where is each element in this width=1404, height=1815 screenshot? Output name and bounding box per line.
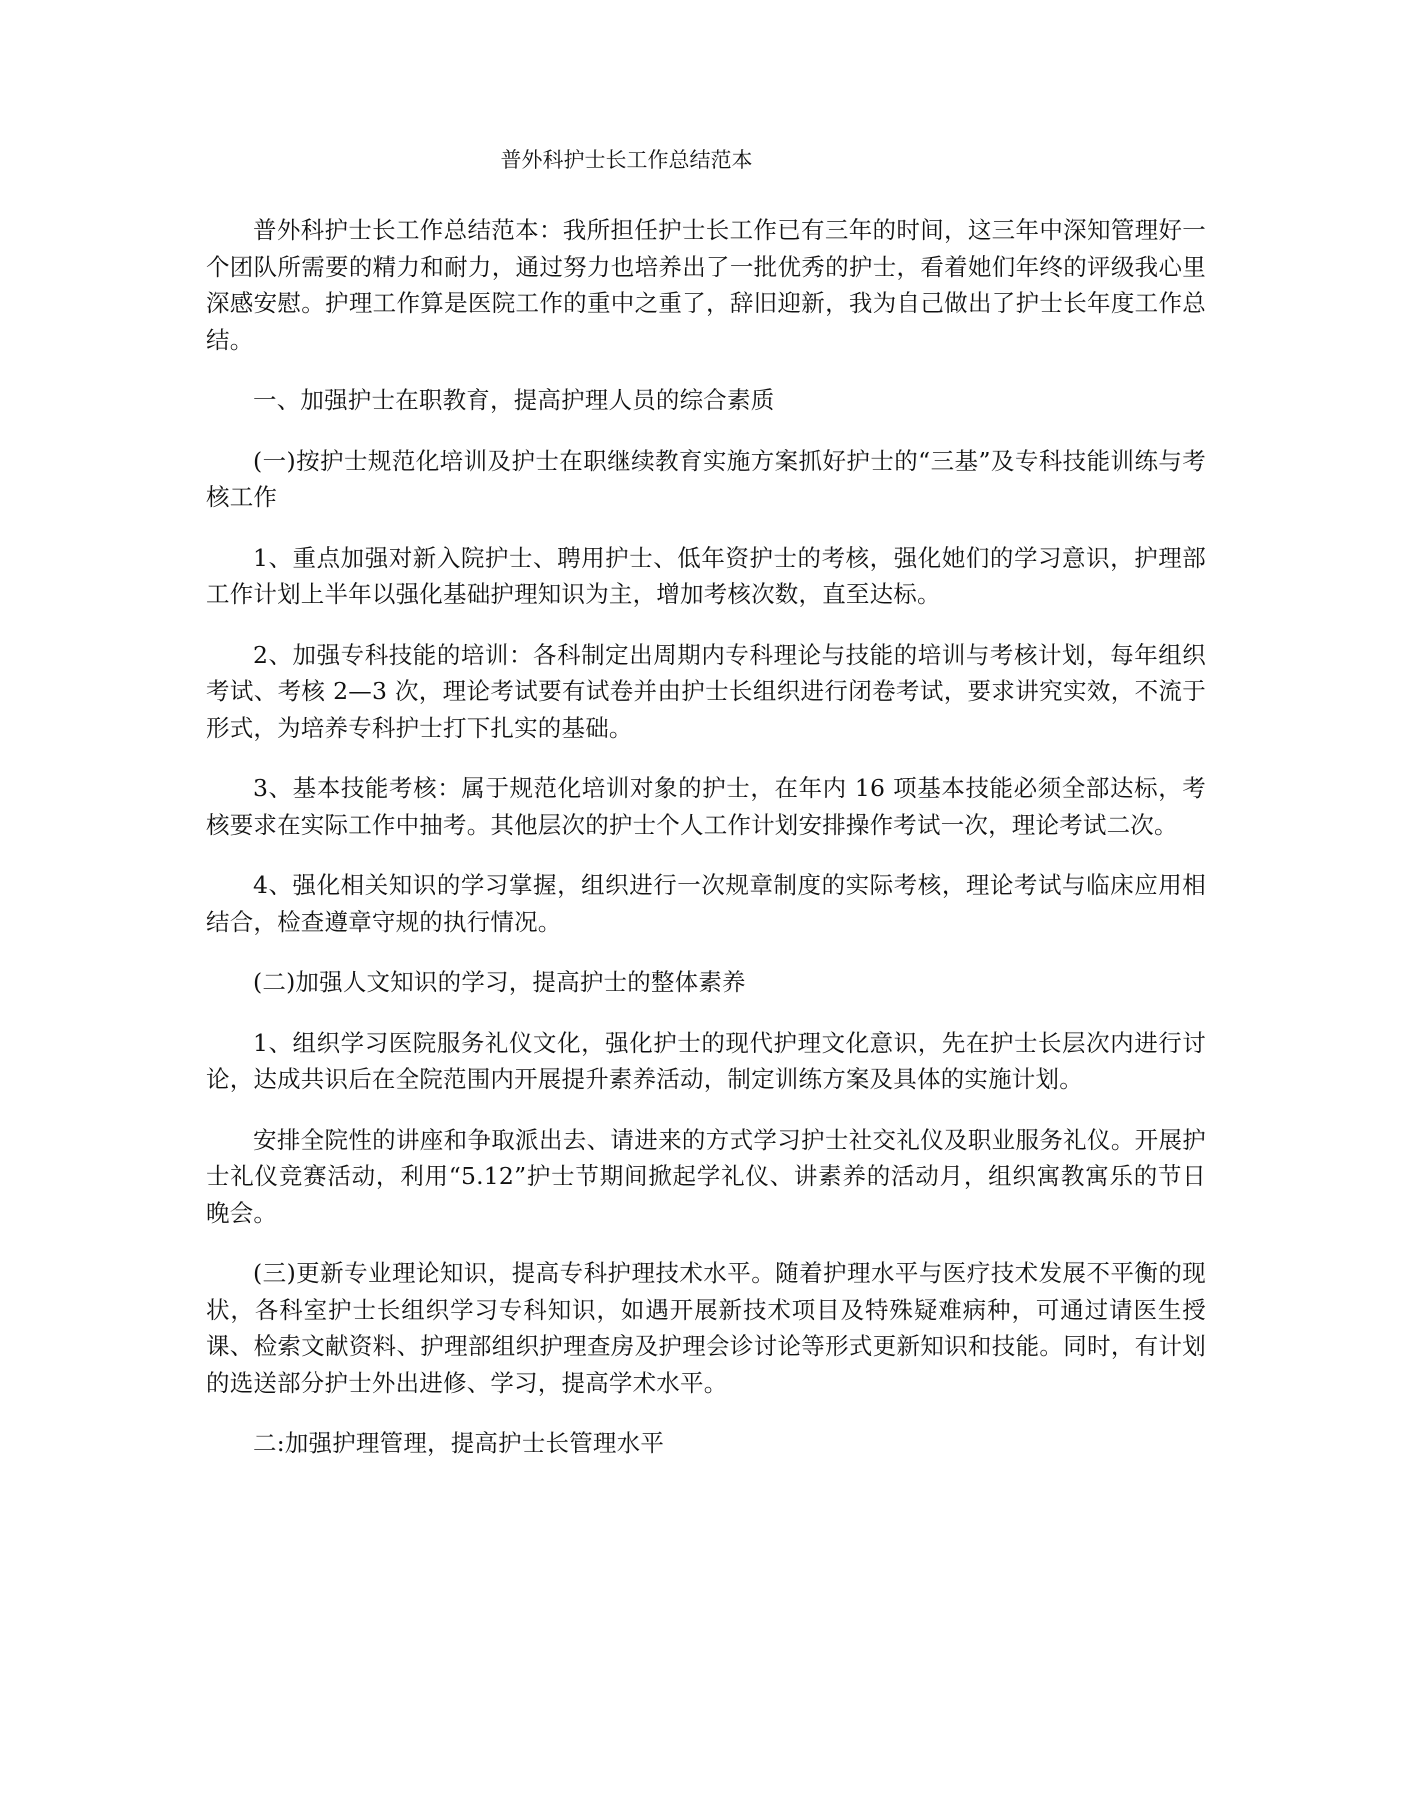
paragraph-intro: 普外科护士长工作总结范本：我所担任护士长工作已有三年的时间，这三年中深知管理好一个团队所需要的精力和耐力，通过努力也培养出了一批优秀的护士，看着她们年终的评级我心里深感安慰。护理工作算是医院工作的重中之重了，辞旧迎新，我为自己做出了护士长年度工作总结。 [206,216,1206,354]
document-body [206,212,1206,1486]
subsection-heading-1: (一)按护士规范化培训及护士在职继续教育实施方案抓好护士的“三基”及专科技能训练与考核工作 [206,446,1206,511]
subsection-heading-2: (二)加强人文知识的学习，提高护士的整体素养 [253,968,746,996]
list-item-1: 1、重点加强对新入院护士、聘用护士、低年资护士的考核，强化她们的学习意识，护理部工作计划上半年以强化基础护理知识为主，增加考核次数，直至达标。 [206,543,1206,608]
section-heading-1: 一、加强护士在职教育，提高护理人员的综合素质 [253,386,775,414]
list-item-2: 2、加强专科技能的培训：各科制定出周期内专科理论与技能的培训与考核计划，每年组织考试、考核 2—3 次，理论考试要有试卷并由护士长组织进行闭卷考试，要求讲究实效，不流于形式，为培养专科护士打下扎实的基础。 [206,640,1206,742]
list-item-5: 1、组织学习医院服务礼仪文化，强化护士的现代护理文化意识，先在护士长层次内进行讨论，达成共识后在全院范围内开展提升素养活动，制定训练方案及具体的实施计划。 [206,1028,1206,1093]
paragraph-etiquette: 安排全院性的讲座和争取派出去、请进来的方式学习护士社交礼仪及职业服务礼仪。开展护士礼仪竞赛活动，利用“5.12”护士节期间掀起学礼仪、讲素养的活动月，组织寓教寓乐的节日晚会。 [206,1125,1206,1227]
subsection-heading-3: (三)更新专业理论知识，提高专科护理技术水平。随着护理水平与医疗技术发展不平衡的现状，各科室护士长组织学习专科知识，如遇开展新技术项目及特殊疑难病种，可通过请医生授课、检索文献资料、护理部组织护理查房及护理会诊讨论等形式更新知识和技能。同时，有计划的选送部分护士外出进修、学习，提高学术水平。 [206,1259,1206,1397]
section-heading-2: 二:加强护理管理，提高护士长管理水平 [253,1429,665,1457]
list-item-3: 3、基本技能考核：属于规范化培训对象的护士，在年内 16 项基本技能必须全部达标，考核要求在实际工作中抽考。其他层次的护士个人工作计划安排操作考试一次，理论考试二次。 [206,774,1206,839]
list-item-4: 4、强化相关知识的学习掌握，组织进行一次规章制度的实际考核，理论考试与临床应用相结合，检查遵章守规的执行情况。 [206,871,1206,936]
document-title: 普外科护士长工作总结范本 [500,148,753,172]
